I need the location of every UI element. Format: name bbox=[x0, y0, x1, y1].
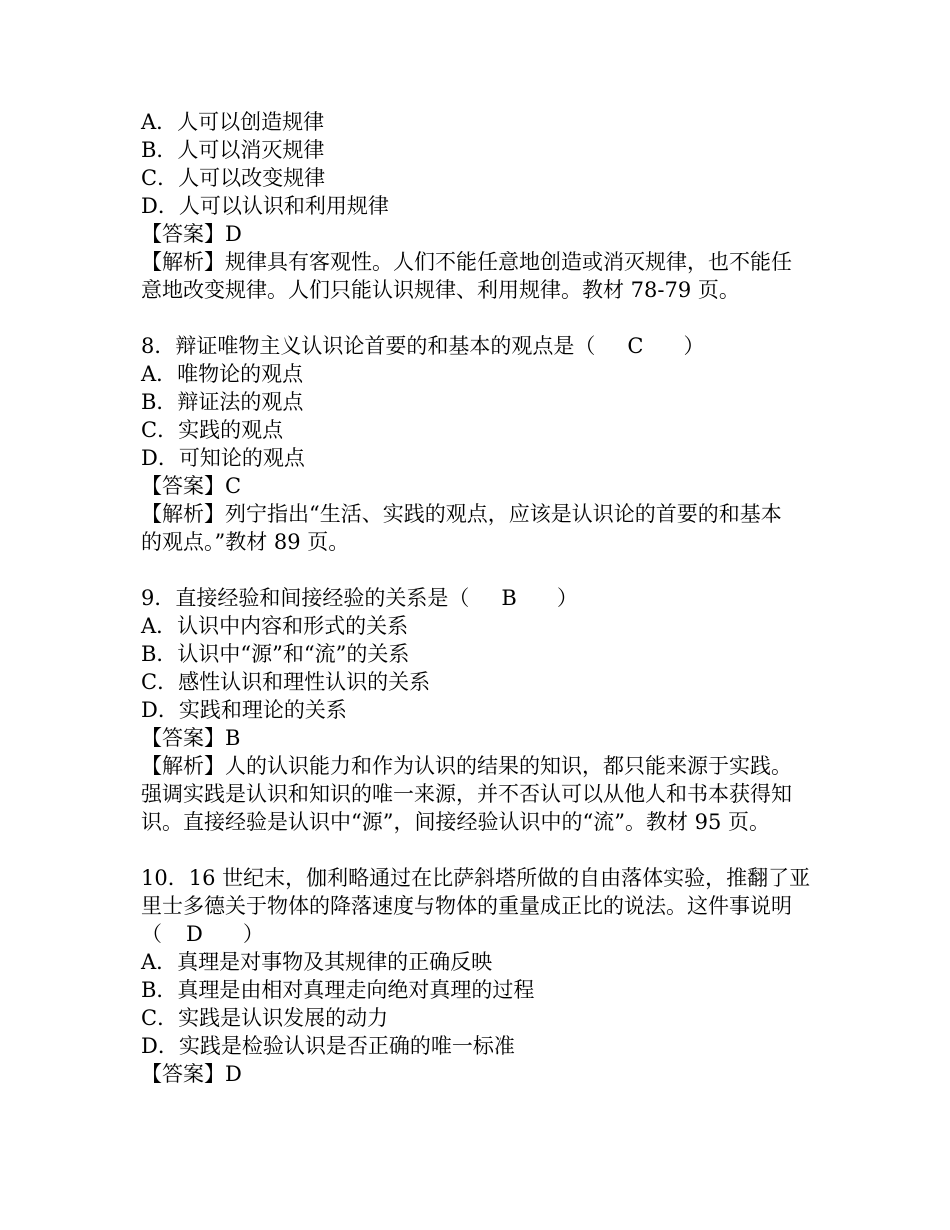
option-c: C．人可以改变规律 bbox=[141, 166, 326, 190]
option-a: A．认识中内容和形式的关系 bbox=[141, 614, 409, 638]
option-d: D．可知论的观点 bbox=[141, 446, 305, 470]
question-answer-marker: D bbox=[186, 922, 203, 946]
answer-line: 【答案】C bbox=[141, 474, 242, 498]
analysis-line-2: 意地改变规律。人们只能认识规律、利用规律。教材 78-79 页。 bbox=[141, 278, 740, 302]
option-c: C．实践的观点 bbox=[141, 418, 284, 442]
analysis-line-1: 【解析】列宁指出“生活、实践的观点，应该是认识论的首要的和基本 bbox=[141, 502, 782, 526]
question-answer-marker: B bbox=[501, 586, 517, 610]
question-answer-marker: C bbox=[627, 334, 644, 358]
option-b: B．人可以消灭规律 bbox=[141, 138, 325, 162]
answer-line: 【答案】D bbox=[141, 1062, 242, 1086]
option-a: A．人可以创造规律 bbox=[141, 110, 325, 134]
option-c: C．实践是认识发展的动力 bbox=[141, 1006, 389, 1030]
question-10-stem-line-3 bbox=[141, 920, 813, 948]
option-a: A．真理是对事物及其规律的正确反映 bbox=[141, 950, 493, 974]
analysis-line-3: 识。直接经验是认识中“源”，间接经验认识中的“流”。教材 95 页。 bbox=[141, 810, 771, 834]
option-b: B．认识中“源”和“流”的关系 bbox=[141, 642, 410, 666]
question-stem-open: （ bbox=[141, 922, 162, 946]
option-b: B．真理是由相对真理走向绝对真理的过程 bbox=[141, 978, 535, 1002]
question-stem-close: ） bbox=[683, 334, 705, 358]
question-7-options bbox=[141, 108, 813, 220]
question-10-stem-line-1: 10．16 世纪末，伽利略通过在比萨斜塔所做的自由落体实验，推翻了亚 bbox=[141, 866, 811, 890]
analysis-line-1: 【解析】人的认识能力和作为认识的结果的知识，都只能来源于实践。 bbox=[141, 754, 792, 778]
question-stem-close: ） bbox=[242, 922, 264, 946]
option-d: D．人可以认识和利用规律 bbox=[141, 194, 389, 218]
question-9-stem bbox=[141, 584, 813, 612]
option-b: B．辩证法的观点 bbox=[141, 390, 304, 414]
question-8-stem bbox=[141, 332, 813, 360]
analysis-line-2: 强调实践是认识和知识的唯一来源，并不否认可以从他人和书本获得知 bbox=[141, 782, 792, 806]
answer-line: 【答案】B bbox=[141, 726, 241, 750]
option-d: D．实践和理论的关系 bbox=[141, 698, 347, 722]
question-stem-close: ） bbox=[556, 586, 578, 610]
question-10-stem-line-2: 里士多德关于物体的降落速度与物体的重量成正比的说法。这件事说明 bbox=[141, 894, 792, 918]
question-stem-text: 9．直接经验和间接经验的关系是（ bbox=[141, 586, 470, 610]
document-content bbox=[141, 108, 813, 1088]
answer-line: 【答案】D bbox=[141, 222, 242, 246]
option-c: C．感性认识和理性认识的关系 bbox=[141, 670, 431, 694]
analysis-line-1: 【解析】规律具有客观性。人们不能任意地创造或消灭规律，也不能任 bbox=[141, 250, 792, 274]
option-d: D．实践是检验认识是否正确的唯一标准 bbox=[141, 1034, 515, 1058]
option-a: A．唯物论的观点 bbox=[141, 362, 304, 386]
question-stem-text: 8．辩证唯物主义认识论首要的和基本的观点是（ bbox=[141, 334, 596, 358]
analysis-line-2: 的观点。”教材 89 页。 bbox=[141, 530, 350, 554]
